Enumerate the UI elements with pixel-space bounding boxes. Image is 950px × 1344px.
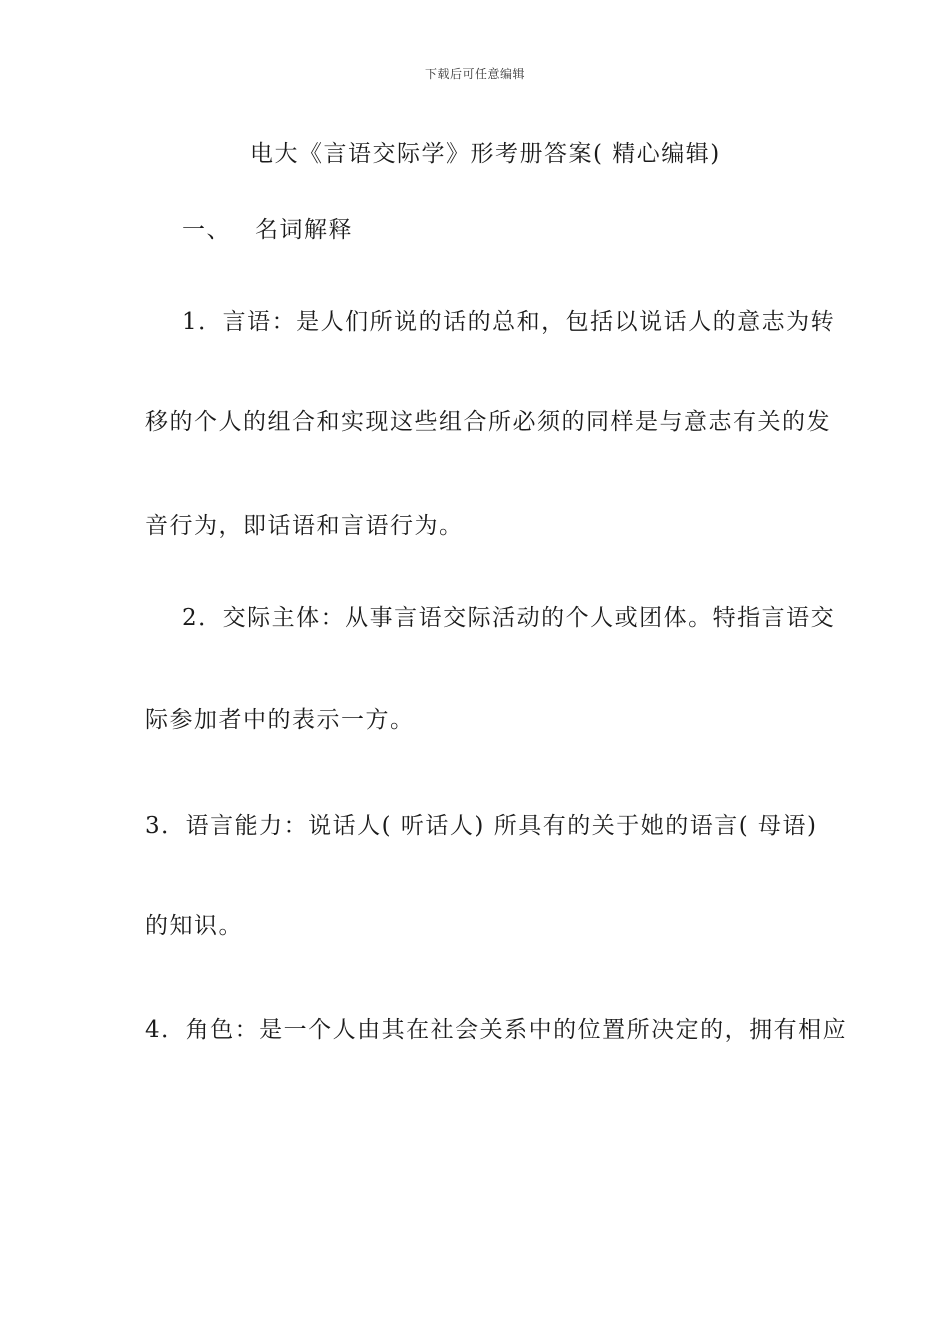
paragraph-line: 3．语言能力：说话人( 听话人) 所具有的关于她的语言( 母语) [145,813,818,839]
section-heading [182,216,353,244]
paragraph-line: 的知识。 [145,913,243,939]
paragraph-line: 音行为，即话语和言语行为。 [145,513,464,539]
paragraph-line: 4．角色：是一个人由其在社会关系中的位置所决定的，拥有相应 [145,1017,848,1043]
paragraph-line: 2．交际主体：从事言语交际活动的个人或团体。特指言语交 [182,605,836,631]
document-title: 电大《言语交际学》形考册答案( 精心编辑) [250,141,721,167]
page-header-note: 下载后可任意编辑 [424,67,525,81]
paragraph-line: 1．言语：是人们所说的话的总和，包括以说话人的意志为转 [182,309,836,335]
paragraph-line: 际参加者中的表示一方。 [145,707,415,733]
section-label: 名词解释 [255,217,353,243]
section-number: 一、 [182,217,231,243]
paragraph-line: 移的个人的组合和实现这些组合所必须的同样是与意志有关的发 [145,409,831,435]
